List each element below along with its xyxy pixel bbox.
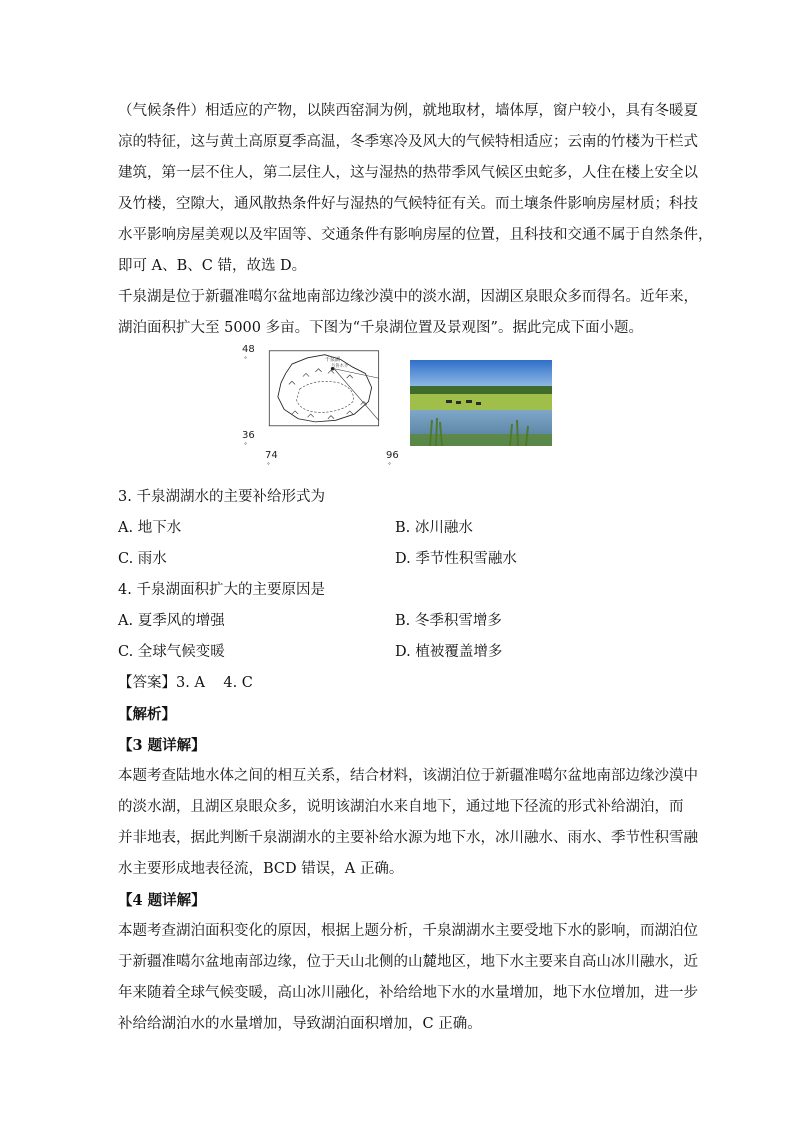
- question-4-detail: [118, 885, 698, 1040]
- mountain-symbols: [292, 402, 367, 419]
- landscape-photo: [410, 360, 552, 446]
- degree-mark: °: [244, 442, 247, 449]
- question-3-option-d[interactable]: D. 季节性积雪融水: [395, 551, 517, 567]
- detail-line: 补给给湖泊水的水量增加，导致湖泊面积增加，C 正确。: [118, 1016, 482, 1032]
- mountain-symbols: [289, 369, 353, 385]
- detail-line: 的淡水湖，且湖区泉眼众多，说明该湖泊水来自地下，通过地下径流的形式补给湖泊，而: [118, 799, 684, 815]
- question-3-option-c[interactable]: C. 雨水: [118, 551, 167, 567]
- question-3-detail: [118, 730, 698, 885]
- location-and-landscape-figure: [118, 346, 678, 478]
- intro-line: 及竹楼，空隙大，通风散热条件好与湿热的气候特征有关。而土壤条件影响房屋材质；科技: [118, 196, 698, 212]
- intro-line: 建筑，第一层不住人，第二层住人，这与湿热的热带季风气候区虫蛇多，人住在楼上安全以: [118, 165, 698, 181]
- degree-mark: °: [267, 462, 270, 469]
- question-3-options: [118, 513, 678, 575]
- lat-48-label: 48: [242, 344, 255, 355]
- question-4: [118, 575, 678, 668]
- question-4-options: [118, 606, 678, 668]
- region-boundary: [278, 355, 372, 422]
- detail-line: 于新疆准噶尔盆地南部边缘，位于天山北侧的山麓地区，地下水主要来自高山冰川融水，近: [118, 954, 698, 970]
- city-label: 乌鲁木齐: [331, 364, 349, 370]
- detail-line: 本题考查湖泊面积变化的原因，根据上题分析，千泉湖湖水主要受地下水的影响，而湖泊位: [118, 923, 698, 939]
- detail-line: 年来随着全球气候变暖，高山冰川融化，补给给地下水的水量增加，地下水位增加，进一步: [118, 985, 698, 1001]
- map-frame: [269, 351, 378, 426]
- tree-line: [410, 386, 552, 394]
- xinjiang-outline-map: [260, 350, 402, 450]
- intro-line: 水平影响房屋美观以及牢固等、交通条件有影响房屋的位置，且科技和交通不属于自然条件，: [118, 227, 713, 243]
- question-4-stem: 4. 千泉湖面积扩大的主要原因是: [118, 582, 325, 598]
- material-line: 湖泊面积扩大至 5000 多亩。下图为“千泉湖位置及景观图”。据此完成下面小题。: [118, 320, 643, 336]
- question-3-detail-heading: 【3 题详解】: [118, 737, 206, 754]
- degree-mark: °: [244, 356, 247, 363]
- lon-96-label: 96: [386, 450, 399, 461]
- detail-line: 水主要形成地表径流，BCD 错误，A 正确。: [118, 861, 404, 877]
- detail-line: 本题考查陆地水体之间的相互关系，结合材料，该湖泊位于新疆准噶尔盆地南部边缘沙漠中: [118, 768, 698, 784]
- intro-line: （气候条件）相适应的产物，以陕西窑洞为例，就地取材，墙体厚，窗户较小，具有冬暖夏: [118, 103, 698, 119]
- intro-line: 凉的特征，这与黄土高原夏季高温，冬季寒冷及风大的气候特相适应；云南的竹楼为干栏式: [118, 134, 698, 150]
- question-4-detail-heading: 【4 题详解】: [118, 892, 206, 909]
- question-4-option-c[interactable]: C. 全球气候变暖: [118, 644, 225, 660]
- degree-mark: °: [388, 462, 391, 469]
- question-4-option-b[interactable]: B. 冬季积雪增多: [395, 613, 502, 629]
- basin-outline: [297, 381, 354, 412]
- lon-74-label: 74: [265, 450, 278, 461]
- analysis-heading: 【解析】: [118, 706, 176, 723]
- detail-line: 并非地表，据此判断千泉湖湖水的主要补给水源为地下水，冰川融水、雨水、季节性积雪融: [118, 830, 698, 846]
- lat-36-label: 36: [242, 430, 255, 441]
- question-3-stem: 3. 千泉湖湖水的主要补给形式为: [118, 489, 325, 505]
- answer-line: 【答案】3. A 4. C: [118, 675, 253, 691]
- question-3: [118, 482, 678, 575]
- intro-line: 即可 A、B、C 错，故选 D。: [118, 258, 307, 274]
- question-4-option-d[interactable]: D. 植被覆盖增多: [395, 644, 503, 660]
- intro-paragraph: [118, 96, 713, 282]
- question-4-option-a[interactable]: A. 夏季风的增强: [118, 613, 225, 629]
- material-line: 千泉湖是位于新疆准噶尔盆地南部边缘沙漠中的淡水湖，因湖区泉眼众多而得名。近年来，: [118, 289, 698, 305]
- sky: [410, 360, 552, 390]
- document-body: [118, 96, 713, 1040]
- material-paragraph: [118, 282, 698, 344]
- lake-label: 千泉湖: [324, 356, 340, 363]
- question-3-option-b[interactable]: B. 冰川融水: [395, 520, 473, 536]
- question-3-option-a[interactable]: A. 地下水: [118, 520, 182, 536]
